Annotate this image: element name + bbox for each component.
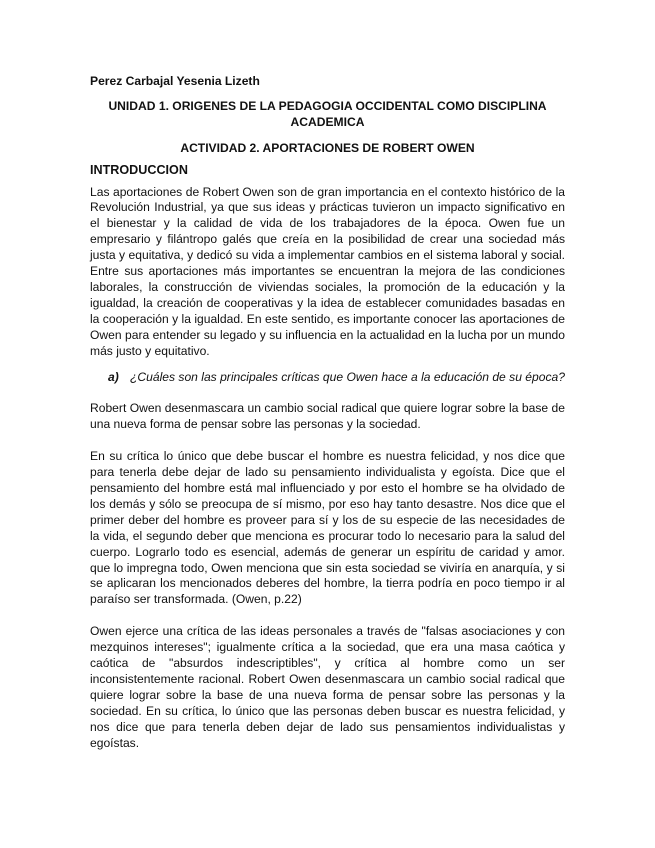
question-item: [90, 370, 565, 386]
body-paragraph-1: Robert Owen desenmascara un cambio social radical que quiere lograr sobre la base de una nueva forma de pensar sobre las personas y la sociedad.: [90, 401, 565, 432]
author-name: Perez Carbajal Yesenia Lizeth: [90, 74, 260, 88]
intro-paragraph: Las aportaciones de Robert Owen son de gran importancia en el contexto histórico de la Revolución Industrial, ya que sus ideas y prácticas tuvieron un impacto significativo en el bienestar y la calidad de vida de los trabajadores de la época. Owen fue un empresario y filántropo galés que creía en la posibilidad de crear una sociedad más justa y equitativa, y dedicó su vida a implementar cambios en el sistema laboral y social. Entre sus aportaciones más importantes se encuentran la mejora de las condiciones laborales, la construcción de viviendas sociales, la promoción de la educación y la igualdad, la creación de cooperativas y la idea de establecer comunidades basadas en la cooperación y la igualdad. En este sentido, es importante conocer las aportaciones de Owen para entender su legado y su influencia en la actualidad en la lucha por un mundo más justo y equitativo.: [90, 184, 565, 358]
document-page: [90, 74, 565, 768]
body-paragraph-2: En su crítica lo único que debe buscar el hombre es nuestra felicidad, y nos dice que para tenerla debe dejar de lado su pensamiento individualista y egoísta. Dice que el pensamiento del hombre está mal influenciado y por esto el hombre se ha olvidado de los demás y sólo se preocupa de sí mismo, por eso hay tanto desastre. Nos dice que el primer deber del hombre es proveer para sí y los de su especie de las necesidades de la vida, el segundo deber que menciona es procurar todo lo necesario para la salud del cuerpo. Lograrlo todo es esencial, además de generar un espíritu de caridad y amor. que lo impregna todo, Owen menciona que sin esta sociedad se viviría en anarquía, y si se aplicaran los mencionados deberes del hombre, la tierra podría en poco tiempo ir al paraíso ser transformada. (Owen, p.22): [90, 449, 565, 607]
activity-title: ACTIVIDAD 2. APORTACIONES DE ROBERT OWEN: [180, 140, 475, 155]
question-marker: a): [108, 369, 119, 384]
section-heading-introduccion: INTRODUCCION: [90, 162, 188, 177]
body-paragraph-3: Owen ejerce una crítica de las ideas personales a través de "falsas asociaciones y con mezquinos intereses"; igualmente crítica a la sociedad, que era una masa caótica y caótica de "absurdos indescriptibles", y crítica al hombre como un ser inconsistentemente racional. Robert Owen desenmascara un cambio social radical que quiere lograr sobre la base de una nueva forma de pensar sobre las personas y la sociedad. En su crítica, lo único que las personas deben buscar es nuestra felicidad, y nos dice que para tenerla deben dejar de lado sus pensamientos individualistas y egoístas.: [90, 624, 565, 750]
question-text: ¿Cuáles son las principales críticas que Owen hace a la educación de su época?: [130, 369, 565, 384]
unit-title: UNIDAD 1. ORIGENES DE LA PEDAGOGIA OCCIDENTAL COMO DISCIPLINA ACADEMICA: [108, 98, 547, 129]
